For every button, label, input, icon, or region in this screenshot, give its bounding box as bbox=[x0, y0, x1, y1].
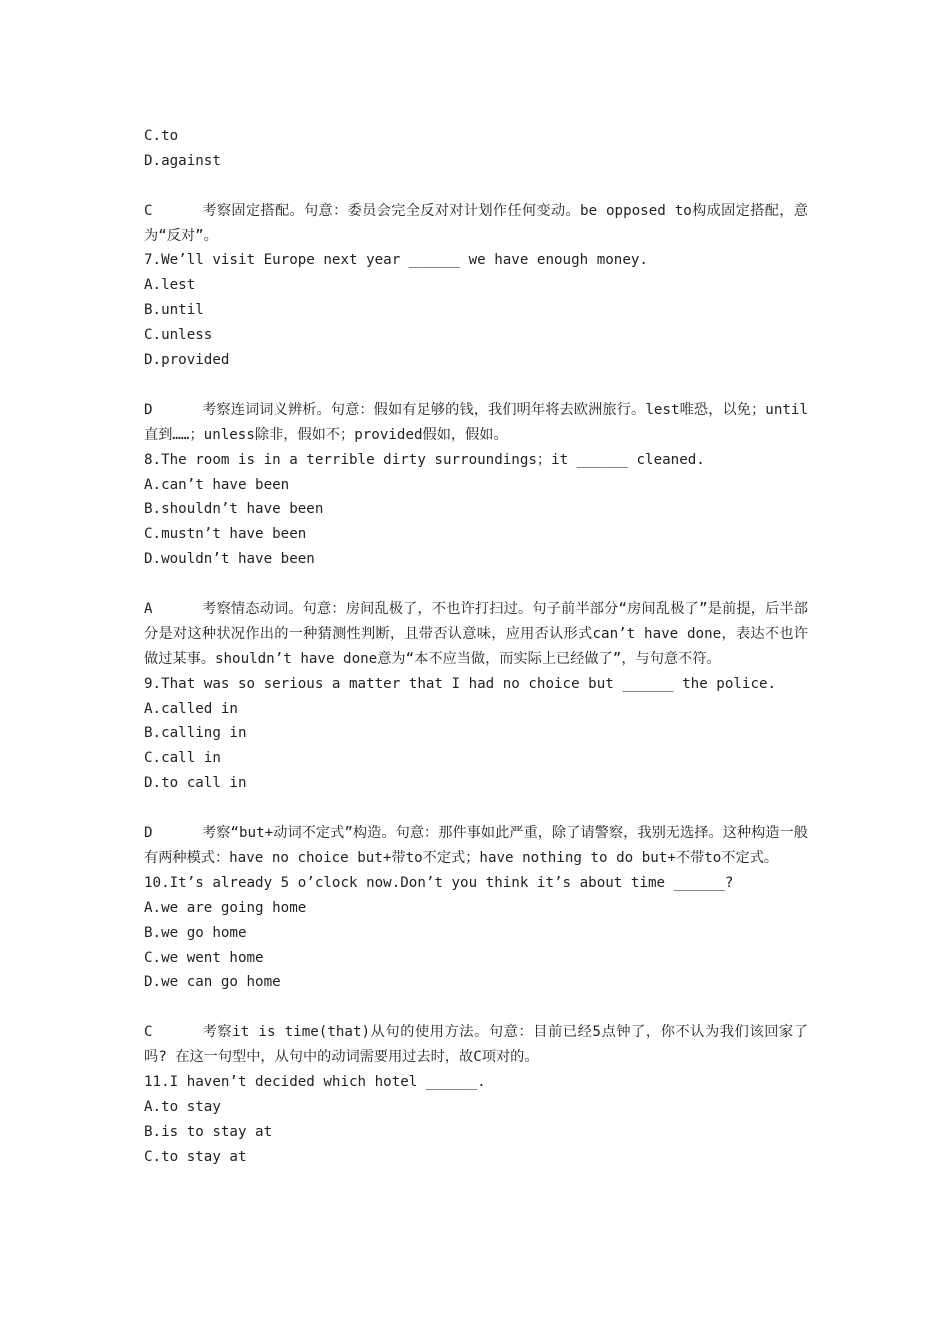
answer-option: C.to stay at bbox=[144, 1148, 247, 1165]
blank-line bbox=[144, 373, 808, 398]
answer-option: A.lest bbox=[144, 277, 196, 294]
explanation-text: 考察固定搭配。句意：委员会完全反对对计划作任何变动。be opposed to构成固定搭配，意为“反对”。 bbox=[144, 202, 808, 244]
explanation-text: 考察情态动词。句意：房间乱极了，不也许打扫过。句子前半部分“房间乱极了”是前提，后半部分是对这种状况作出的一种猜测性判断，且带否认意味，应用否认形式can’t have done，表达不也许做过某事。shouldn’t have done意为“本不应当做，而实际上已经做了”，与句意不符。 bbox=[144, 600, 808, 667]
answer-option: B.until bbox=[144, 302, 204, 319]
question-stem: 7.We’ll visit Europe next year ______ we have enough money. bbox=[144, 252, 648, 269]
answer-explanation bbox=[144, 1020, 808, 1070]
answer-option: B.shouldn’t have been bbox=[144, 501, 324, 518]
answer-option: B.we go home bbox=[144, 924, 247, 941]
explanation-text: 考察“but+动词不定式”构造。句意：那件事如此严重，除了请警察，我别无选择。这种构造一般有两种模式：have no choice but+带to不定式；have nothing to do but+不带to不定式。 bbox=[144, 825, 808, 866]
question-stem: 9.That was so serious a matter that I had no choice but ______ the police. bbox=[144, 675, 777, 692]
answer-option: A.called in bbox=[144, 700, 238, 717]
answer-option: C.mustn’t have been bbox=[144, 526, 307, 543]
answer-key: C bbox=[144, 202, 153, 219]
answer-option: D.against bbox=[144, 152, 221, 169]
answer-option: C.to bbox=[144, 128, 179, 144]
answer-option: B.is to stay at bbox=[144, 1123, 273, 1140]
answer-key: A bbox=[144, 600, 153, 617]
answer-option: A.we are going home bbox=[144, 899, 307, 916]
blank-line bbox=[144, 572, 808, 597]
answer-option: C.unless bbox=[144, 327, 213, 344]
answer-option: D.to call in bbox=[144, 775, 247, 792]
answer-explanation bbox=[144, 199, 808, 249]
answer-option: A.to stay bbox=[144, 1098, 221, 1115]
question-stem: 8.The room is in a terrible dirty surroundings；it ______ cleaned. bbox=[144, 451, 705, 468]
answer-key: D bbox=[144, 825, 153, 842]
answer-option: C.we went home bbox=[144, 949, 264, 966]
answer-option: D.provided bbox=[144, 352, 230, 369]
blank-line bbox=[144, 174, 808, 199]
document-page bbox=[144, 124, 808, 1170]
answer-option: A.can’t have been bbox=[144, 476, 290, 493]
answer-explanation bbox=[144, 398, 808, 448]
answer-key: C bbox=[144, 1024, 153, 1041]
answer-explanation bbox=[144, 821, 808, 871]
question-stem: 10.It’s already 5 o’clock now.Don’t you think it’s about time ______? bbox=[144, 874, 734, 891]
explanation-text: 考察it is time(that)从句的使用方法。句意：目前已经5点钟了，你不认为我们该回家了吗? 在这一句型中，从句中的动词需要用过去时，故C项对的。 bbox=[144, 1024, 808, 1066]
answer-explanation bbox=[144, 597, 808, 672]
answer-option: C.call in bbox=[144, 750, 221, 767]
answer-option: D.we can go home bbox=[144, 974, 281, 991]
answer-option: D.wouldn’t have been bbox=[144, 551, 315, 568]
question-stem: 11.I haven’t decided which hotel ______. bbox=[144, 1074, 486, 1091]
answer-option: B.calling in bbox=[144, 725, 247, 742]
blank-line bbox=[144, 796, 808, 821]
answer-key: D bbox=[144, 401, 153, 418]
blank-line bbox=[144, 995, 808, 1020]
explanation-text: 考察连词词义辨析。句意：假如有足够的钱，我们明年将去欧洲旅行。lest唯恐，以免；until直到……；unless除非，假如不；provided假如，假如。 bbox=[144, 401, 808, 443]
